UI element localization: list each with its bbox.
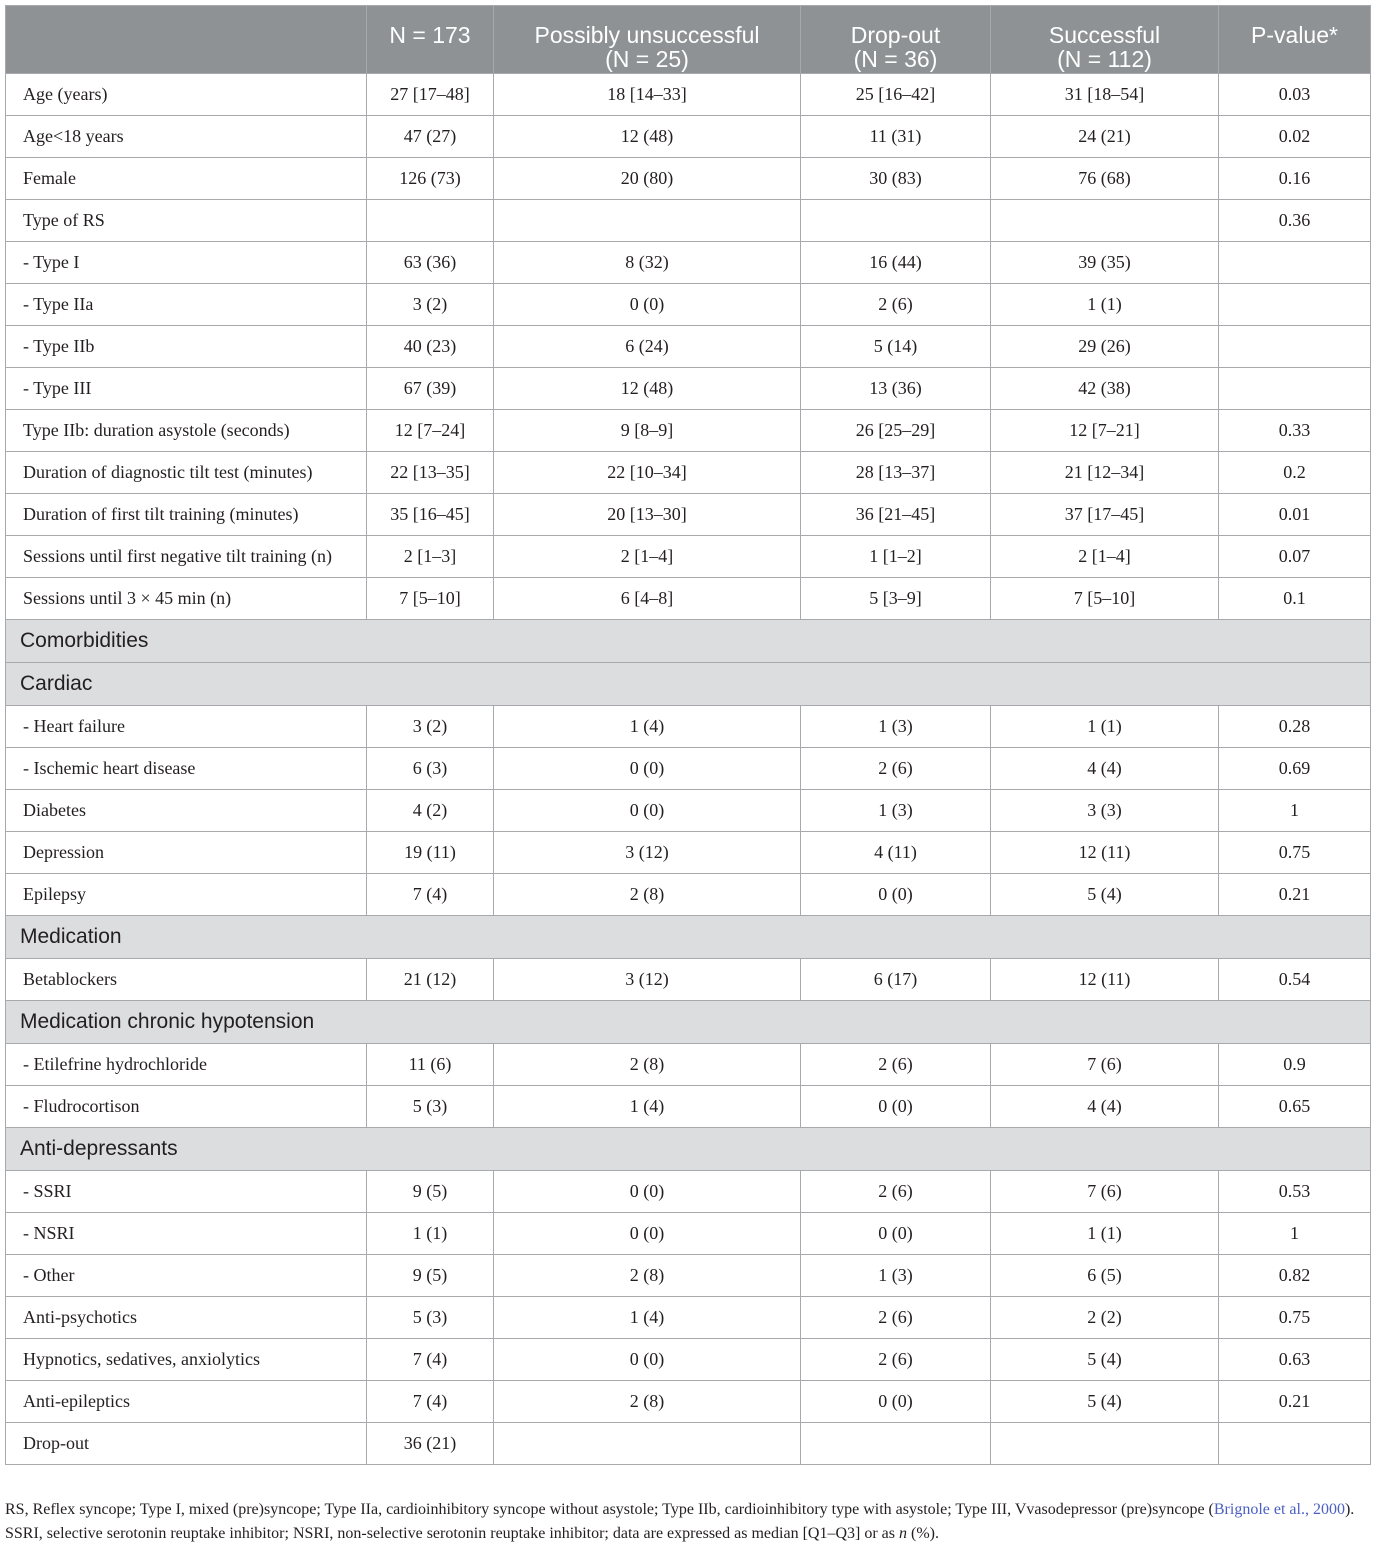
table-cell: 7 (4) <box>367 1381 494 1423</box>
row-label: - Heart failure <box>6 706 367 748</box>
table-cell: 6 (17) <box>801 959 991 1001</box>
table-cell: 0.63 <box>1219 1339 1371 1381</box>
data-table <box>5 5 1371 1465</box>
table-row <box>6 1086 1371 1128</box>
table-cell: 25 [16–42] <box>801 74 991 116</box>
row-label: Depression <box>6 832 367 874</box>
table-cell: 0 (0) <box>801 1086 991 1128</box>
table-cell: 9 (5) <box>367 1255 494 1297</box>
table-cell: 36 [21–45] <box>801 494 991 536</box>
table-row <box>6 494 1371 536</box>
table-cell: 0.75 <box>1219 832 1371 874</box>
table-cell: 0.36 <box>1219 200 1371 242</box>
table-cell: 1 <box>1219 790 1371 832</box>
table-cell: 0.33 <box>1219 410 1371 452</box>
table-cell: 3 (3) <box>991 790 1219 832</box>
table-cell: 4 (4) <box>991 748 1219 790</box>
table-row <box>6 832 1371 874</box>
table-cell: 7 (6) <box>991 1171 1219 1213</box>
row-label: - Type III <box>6 368 367 410</box>
section-row <box>6 916 1371 959</box>
table-cell <box>1219 1423 1371 1465</box>
table-cell: 63 (36) <box>367 242 494 284</box>
table-cell: 3 (12) <box>494 832 801 874</box>
table-cell <box>991 200 1219 242</box>
table-cell <box>1219 242 1371 284</box>
table-row <box>6 706 1371 748</box>
table-cell: 9 [8–9] <box>494 410 801 452</box>
table-cell: 11 (6) <box>367 1044 494 1086</box>
table-row <box>6 410 1371 452</box>
table-row <box>6 748 1371 790</box>
table-row <box>6 1297 1371 1339</box>
table-row <box>6 1255 1371 1297</box>
table-cell: 6 (5) <box>991 1255 1219 1297</box>
table-cell: 12 (11) <box>991 959 1219 1001</box>
table-row <box>6 1171 1371 1213</box>
table-cell: 0 (0) <box>801 1213 991 1255</box>
table-cell: 29 (26) <box>991 326 1219 368</box>
table-row <box>6 1339 1371 1381</box>
row-label: Anti-epileptics <box>6 1381 367 1423</box>
table-cell: 3 (2) <box>367 284 494 326</box>
table-cell: 1 (1) <box>991 706 1219 748</box>
row-label: - Type IIb <box>6 326 367 368</box>
table-cell: 126 (73) <box>367 158 494 200</box>
table-cell: 1 [1–2] <box>801 536 991 578</box>
table-cell: 0.53 <box>1219 1171 1371 1213</box>
table-cell: 36 (21) <box>367 1423 494 1465</box>
table-cell: 5 (3) <box>367 1086 494 1128</box>
column-header-3: Drop-out (N = 36) <box>801 6 991 74</box>
table-cell: 0.54 <box>1219 959 1371 1001</box>
table-cell: 0.82 <box>1219 1255 1371 1297</box>
table-cell: 2 (8) <box>494 1381 801 1423</box>
column-header-4: Successful (N = 112) <box>991 6 1219 74</box>
row-label: - Ischemic heart disease <box>6 748 367 790</box>
table-cell: 0 (0) <box>801 1381 991 1423</box>
table-cell: 1 (3) <box>801 706 991 748</box>
table-cell <box>1219 326 1371 368</box>
table-cell: 0 (0) <box>494 1339 801 1381</box>
footnote-text-3: (%). <box>906 1525 939 1542</box>
table-cell: 27 [17–48] <box>367 74 494 116</box>
table-cell: 7 [5–10] <box>367 578 494 620</box>
table-row <box>6 1423 1371 1465</box>
row-label: Female <box>6 158 367 200</box>
table-cell: 0.9 <box>1219 1044 1371 1086</box>
row-label: Betablockers <box>6 959 367 1001</box>
table-cell <box>991 1423 1219 1465</box>
table-cell: 2 (2) <box>991 1297 1219 1339</box>
table-cell: 2 (6) <box>801 748 991 790</box>
table-cell: 2 (8) <box>494 1044 801 1086</box>
table-cell: 13 (36) <box>801 368 991 410</box>
row-label: Duration of diagnostic tilt test (minutes) <box>6 452 367 494</box>
table-cell: 0.07 <box>1219 536 1371 578</box>
table-cell: 22 [10–34] <box>494 452 801 494</box>
table-cell: 1 (4) <box>494 1297 801 1339</box>
table-footnote <box>5 1498 1370 1546</box>
table-cell: 67 (39) <box>367 368 494 410</box>
row-label: - SSRI <box>6 1171 367 1213</box>
table-cell: 3 (12) <box>494 959 801 1001</box>
table-row <box>6 158 1371 200</box>
row-label: Anti-psychotics <box>6 1297 367 1339</box>
table-cell <box>1219 284 1371 326</box>
table-body <box>6 74 1371 1465</box>
table-cell: 2 (6) <box>801 284 991 326</box>
table-cell: 35 [16–45] <box>367 494 494 536</box>
table-row <box>6 790 1371 832</box>
table-cell: 20 (80) <box>494 158 801 200</box>
table-cell: 0 (0) <box>494 284 801 326</box>
table-cell: 30 (83) <box>801 158 991 200</box>
table-row <box>6 368 1371 410</box>
row-label: Type IIb: duration asystole (seconds) <box>6 410 367 452</box>
table-cell: 24 (21) <box>991 116 1219 158</box>
table-cell: 6 [4–8] <box>494 578 801 620</box>
table-cell: 9 (5) <box>367 1171 494 1213</box>
table-cell: 1 (1) <box>367 1213 494 1255</box>
table-cell: 0 (0) <box>494 748 801 790</box>
section-label: Medication <box>6 916 1371 959</box>
row-label: Age<18 years <box>6 116 367 158</box>
row-label: - Type I <box>6 242 367 284</box>
table-cell: 1 (3) <box>801 1255 991 1297</box>
table-cell: 6 (3) <box>367 748 494 790</box>
row-label: Epilepsy <box>6 874 367 916</box>
table-row <box>6 326 1371 368</box>
citation-link[interactable]: Brignole et al., 2000 <box>1213 1501 1345 1518</box>
table-cell: 42 (38) <box>991 368 1219 410</box>
table-row <box>6 452 1371 494</box>
row-label: - Fludrocortison <box>6 1086 367 1128</box>
row-label: - NSRI <box>6 1213 367 1255</box>
section-row <box>6 1128 1371 1171</box>
row-label: - Other <box>6 1255 367 1297</box>
table-cell: 22 [13–35] <box>367 452 494 494</box>
table-cell: 18 [14–33] <box>494 74 801 116</box>
table-cell: 1 (1) <box>991 1213 1219 1255</box>
row-label: Hypnotics, sedatives, anxiolytics <box>6 1339 367 1381</box>
table-cell: 26 [25–29] <box>801 410 991 452</box>
table-row <box>6 284 1371 326</box>
table-cell: 12 (48) <box>494 368 801 410</box>
table-cell: 76 (68) <box>991 158 1219 200</box>
table-row <box>6 1044 1371 1086</box>
table-cell: 39 (35) <box>991 242 1219 284</box>
table-cell: 0.02 <box>1219 116 1371 158</box>
table-cell: 7 (6) <box>991 1044 1219 1086</box>
table-cell: 37 [17–45] <box>991 494 1219 536</box>
table-cell: 2 [1–4] <box>494 536 801 578</box>
section-label: Cardiac <box>6 663 1371 706</box>
table-cell: 31 [18–54] <box>991 74 1219 116</box>
table-cell: 12 [7–21] <box>991 410 1219 452</box>
table-cell: 3 (2) <box>367 706 494 748</box>
table-cell: 2 [1–3] <box>367 536 494 578</box>
table-cell: 1 (4) <box>494 706 801 748</box>
table-cell <box>367 200 494 242</box>
header-row <box>6 6 1371 74</box>
table-row <box>6 242 1371 284</box>
row-label: - Type IIa <box>6 284 367 326</box>
table-cell: 0 (0) <box>801 874 991 916</box>
table-cell: 0.16 <box>1219 158 1371 200</box>
table-cell: 2 [1–4] <box>991 536 1219 578</box>
row-label: Age (years) <box>6 74 367 116</box>
column-header-2: Possibly unsuccessful (N = 25) <box>494 6 801 74</box>
section-label: Anti-depressants <box>6 1128 1371 1171</box>
footnote-text-1: RS, Reflex syncope; Type I, mixed (pre)syncope; Type IIa, cardioinhibitory syncope without asystole; Type IIb, cardioinhibitory type with asystole; Type III, Vvasodepressor (pre)syncope ( <box>5 1501 1214 1518</box>
row-label: Sessions until 3 × 45 min (n) <box>6 578 367 620</box>
table-cell: 4 (11) <box>801 832 991 874</box>
table-cell: 2 (8) <box>494 1255 801 1297</box>
table-cell: 0 (0) <box>494 790 801 832</box>
table-row <box>6 536 1371 578</box>
table-cell: 4 (4) <box>991 1086 1219 1128</box>
section-row <box>6 663 1371 706</box>
table-cell: 0.2 <box>1219 452 1371 494</box>
table-cell: 2 (8) <box>494 874 801 916</box>
table-cell: 6 (24) <box>494 326 801 368</box>
table-cell <box>494 200 801 242</box>
table-cell <box>801 1423 991 1465</box>
table-cell: 5 (4) <box>991 1339 1219 1381</box>
table-row <box>6 1381 1371 1423</box>
footnote-italic-n: n <box>898 1525 907 1542</box>
data-table-container <box>5 5 1370 1465</box>
table-cell: 7 (4) <box>367 874 494 916</box>
table-cell: 12 [7–24] <box>367 410 494 452</box>
table-cell: 0.21 <box>1219 1381 1371 1423</box>
table-cell: 2 (6) <box>801 1339 991 1381</box>
table-row <box>6 578 1371 620</box>
table-cell: 5 [3–9] <box>801 578 991 620</box>
table-cell: 19 (11) <box>367 832 494 874</box>
table-cell: 4 (2) <box>367 790 494 832</box>
table-cell: 21 (12) <box>367 959 494 1001</box>
table-row <box>6 116 1371 158</box>
section-label: Medication chronic hypotension <box>6 1001 1371 1044</box>
table-cell: 0 (0) <box>494 1171 801 1213</box>
table-cell: 12 (48) <box>494 116 801 158</box>
table-cell: 0.03 <box>1219 74 1371 116</box>
table-cell: 2 (6) <box>801 1297 991 1339</box>
table-cell: 20 [13–30] <box>494 494 801 536</box>
table-cell: 5 (4) <box>991 874 1219 916</box>
table-cell <box>494 1423 801 1465</box>
table-cell: 0 (0) <box>494 1213 801 1255</box>
table-cell: 1 (4) <box>494 1086 801 1128</box>
table-cell: 0.21 <box>1219 874 1371 916</box>
row-label: Type of RS <box>6 200 367 242</box>
row-label: - Etilefrine hydrochloride <box>6 1044 367 1086</box>
row-label: Diabetes <box>6 790 367 832</box>
footnote-text-2: ). SSRI, selective serotonin reuptake inhibitor; NSRI, non-selective serotonin reuptake inhibitor; data are expressed as median [Q1–Q3] or as <box>5 1501 1355 1542</box>
section-label: Comorbidities <box>6 620 1371 663</box>
table-cell: 0.69 <box>1219 748 1371 790</box>
table-cell: 5 (3) <box>367 1297 494 1339</box>
table-cell: 11 (31) <box>801 116 991 158</box>
table-cell: 7 [5–10] <box>991 578 1219 620</box>
table-cell: 2 (6) <box>801 1044 991 1086</box>
header-cell-blank <box>6 6 367 74</box>
table-cell: 0.01 <box>1219 494 1371 536</box>
table-cell: 5 (4) <box>991 1381 1219 1423</box>
table-cell: 12 (11) <box>991 832 1219 874</box>
section-row <box>6 620 1371 663</box>
table-cell: 7 (4) <box>367 1339 494 1381</box>
table-cell: 0.75 <box>1219 1297 1371 1339</box>
table-row <box>6 200 1371 242</box>
table-cell: 28 [13–37] <box>801 452 991 494</box>
table-header <box>6 6 1371 74</box>
row-label: Duration of first tilt training (minutes) <box>6 494 367 536</box>
column-header-5: P-value* <box>1219 6 1371 74</box>
table-row <box>6 959 1371 1001</box>
table-cell <box>1219 368 1371 410</box>
table-cell: 16 (44) <box>801 242 991 284</box>
column-header-1: N = 173 <box>367 6 494 74</box>
table-cell: 2 (6) <box>801 1171 991 1213</box>
table-cell: 40 (23) <box>367 326 494 368</box>
table-cell: 1 <box>1219 1213 1371 1255</box>
table-cell: 1 (3) <box>801 790 991 832</box>
table-cell: 5 (14) <box>801 326 991 368</box>
table-cell: 0.65 <box>1219 1086 1371 1128</box>
table-cell: 8 (32) <box>494 242 801 284</box>
table-cell: 0.1 <box>1219 578 1371 620</box>
section-row <box>6 1001 1371 1044</box>
table-row <box>6 874 1371 916</box>
table-row <box>6 1213 1371 1255</box>
table-row <box>6 74 1371 116</box>
table-cell: 0.28 <box>1219 706 1371 748</box>
row-label: Sessions until first negative tilt training (n) <box>6 536 367 578</box>
table-cell: 1 (1) <box>991 284 1219 326</box>
row-label: Drop-out <box>6 1423 367 1465</box>
table-cell <box>801 200 991 242</box>
table-cell: 47 (27) <box>367 116 494 158</box>
table-cell: 21 [12–34] <box>991 452 1219 494</box>
